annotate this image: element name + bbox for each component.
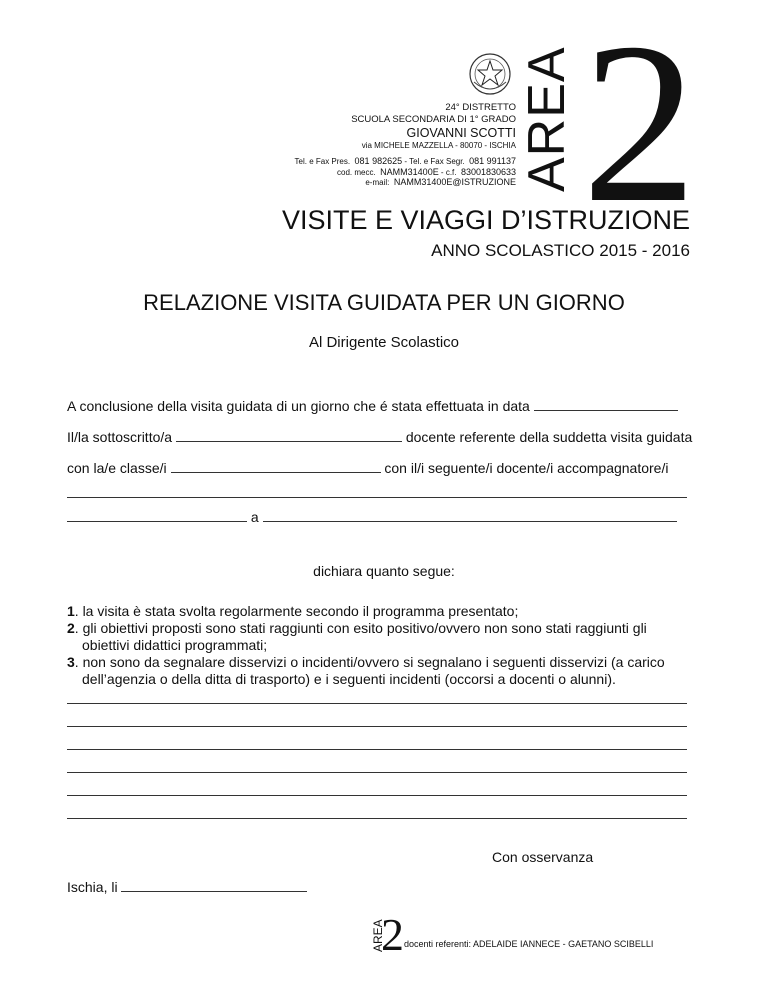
school-name: GIOVANNI SCOTTI [406,126,516,140]
district-label: 24° DISTRETTO [445,102,516,113]
class-blank[interactable] [171,460,381,473]
notes-line[interactable] [67,772,687,773]
list-item: dell’agenzia o della ditta di trasporto) e i seguenti incidenti (occorsi a docenti o alunni). [82,671,616,687]
date-line: A conclusione della visita guidata di un giorno che é stata effettuata in data [67,398,678,414]
list-item: 2. gli obiettivi proposti sono stati raggiunti con esito positivo/ovvero non sono stati raggiunti gli [67,620,647,636]
place-date-blank[interactable] [121,879,307,892]
school-address: via MICHELE MAZZELLA - 80070 - ISCHIA [361,141,516,150]
school-codes: cod. mecc. NAMM31400E - c.f. 83001830633 [337,167,516,177]
origin-blank[interactable] [67,509,247,522]
school-type: SCUOLA SECONDARIA DI 1° GRADO [351,114,516,125]
teacher-name-blank[interactable] [176,429,402,442]
document-title: RELAZIONE VISITA GUIDATA PER UN GIORNO [143,290,625,315]
italian-republic-emblem-icon [468,52,512,96]
place-date-line: Ischia, li [67,879,307,895]
destination-blank[interactable] [263,509,677,522]
notes-line[interactable] [67,726,687,727]
notes-line[interactable] [67,703,687,704]
area-logo-label: AREA [518,46,576,192]
school-year: ANNO SCOLASTICO 2015 - 2016 [431,241,690,260]
list-item: 1. la visita è stata svolta regolarmente secondo il programma presentato; [67,603,519,619]
declaration-heading: dichiara quanto segue: [313,563,455,579]
page-title: VISITE E VIAGGI D’ISTRUZIONE [281,205,690,235]
destination-line: a [67,509,677,525]
footer-area-label: AREA [371,919,385,952]
area-logo-number: 2 [582,0,697,250]
list-item: 3. non sono da segnalare disservizi o incidenti/ovvero si segnalano i seguenti disservizi (a carico [67,654,665,670]
notes-line[interactable] [67,795,687,796]
footer-area-number: 2 [381,909,404,960]
school-phones: Tel. e Fax Pres. 081 982625 - Tel. e Fax Segr. 081 991137 [294,156,516,166]
teacher-line: Il/la sottoscritto/a docente referente della suddetta visita guidata [67,429,693,445]
notes-line[interactable] [67,818,687,819]
list-item: obiettivi didattici programmati; [82,637,268,653]
closing-salutation: Con osservanza [492,849,594,865]
notes-line[interactable] [67,749,687,750]
addressee: Al Dirigente Scolastico [308,334,460,351]
date-blank[interactable] [534,398,678,411]
class-line: con la/e classe/i con il/i seguente/i docente/i accompagnatore/i [67,460,669,476]
school-email: e-mail: NAMM31400E@ISTRUZIONE [365,177,516,187]
companions-blank[interactable] [67,497,687,498]
footer-referents: docenti referenti: ADELAIDE IANNECE - GAETANO SCIBELLI [404,939,654,949]
